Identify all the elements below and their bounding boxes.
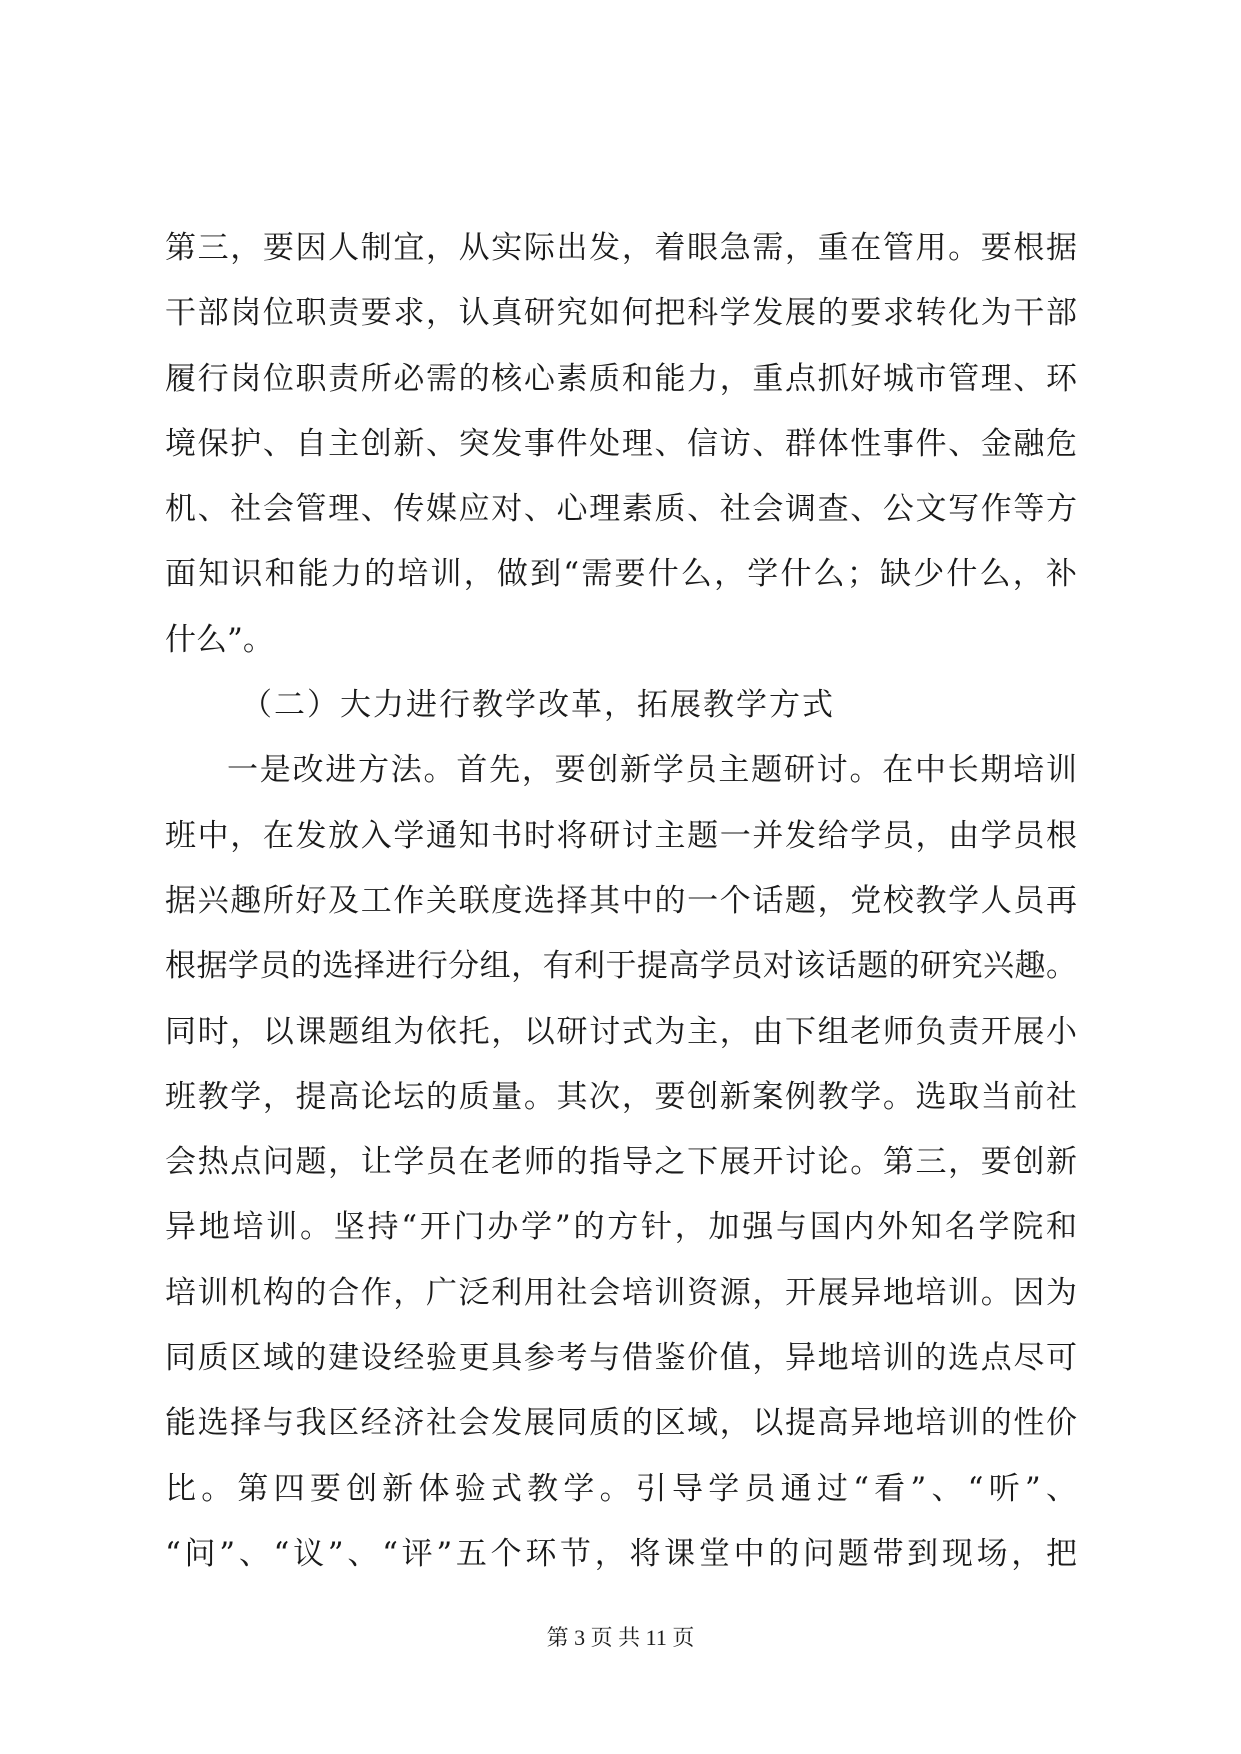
text-line: “问”、“议”、“评”五个环节，将课堂中的问题带到现场，把 (165, 1535, 1077, 1572)
text-line: 异地培训。坚持“开门办学”的方针，加强与国内外知名学院和 (165, 1209, 1077, 1246)
text-line: 一是改进方法。首先，要创新学员主题研讨。在中长期培训 (227, 752, 1077, 789)
text-line: 班中，在发放入学通知书时将研讨主题一并发给学员，由学员根 (165, 817, 1077, 854)
text-line: 比。第四要创新体验式教学。引导学员通过“看”、“听”、 (165, 1470, 1077, 1507)
text-line: 面知识和能力的培训，做到“需要什么，学什么；缺少什么，补 (165, 556, 1077, 593)
text-line: 班教学，提高论坛的质量。其次，要创新案例教学。选取当前社 (165, 1078, 1077, 1115)
text-line: 同质区域的建设经验更具参考与借鉴价值，异地培训的选点尽可 (165, 1340, 1077, 1377)
text-line: 境保护、自主创新、突发事件处理、信访、群体性事件、金融危 (165, 425, 1077, 462)
page-footer: 第 3 页 共 11 页 (546, 1625, 695, 1650)
text-line: 干部岗位职责要求，认真研究如何把科学发展的要求转化为干部 (165, 295, 1077, 332)
text-line: 履行岗位职责所必需的核心素质和能力，重点抓好城市管理、环 (165, 360, 1077, 397)
text-line: 能选择与我区经济社会发展同质的区域，以提高异地培训的性价 (165, 1405, 1077, 1442)
text-line: 什么”。 (165, 621, 274, 658)
text-line: 根据学员的选择进行分组，有利于提高学员对该话题的研究兴趣。 (165, 948, 1077, 985)
section-heading: （二）大力进行教学改革，拓展教学方式 (241, 687, 835, 724)
text-line: 同时，以课题组为依托，以研讨式为主，由下组老师负责开展小 (165, 1013, 1077, 1050)
body-text (165, 228, 1077, 1599)
text-line: 会热点问题，让学员在老师的指导之下展开讨论。第三，要创新 (165, 1144, 1077, 1181)
text-line: 第三，要因人制宜，从实际出发，着眼急需，重在管用。要根据 (165, 230, 1077, 266)
text-line: 培训机构的合作，广泛利用社会培训资源，开展异地培训。因为 (165, 1274, 1077, 1311)
text-line: 据兴趣所好及工作关联度选择其中的一个话题，党校教学人员再 (165, 882, 1077, 919)
text-line: 机、社会管理、传媒应对、心理素质、社会调查、公文写作等方 (165, 491, 1077, 528)
